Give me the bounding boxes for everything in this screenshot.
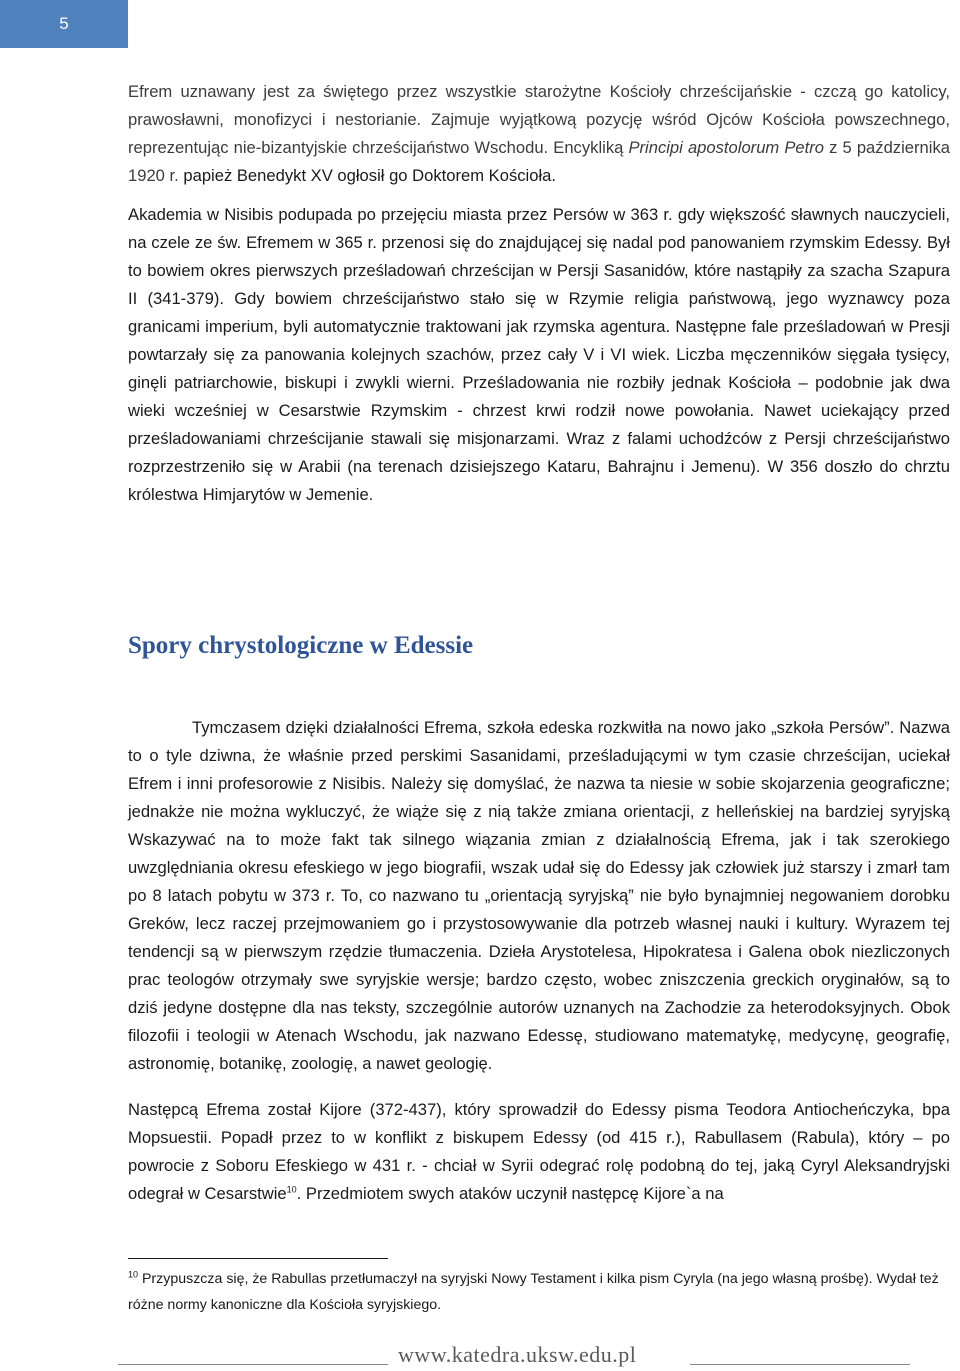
footnote-separator [128,1258,388,1259]
paragraph-kijore-end: . Przedmiotem swych ataków uczynił następcę Kijore`a na [296,1184,724,1203]
section-heading: Spory chrystologiczne w Edessie [128,632,474,659]
paragraph-efrem-text: Efrem uznawany jest za świętego przez wszystkie starożytne Kościoły chrześcijańskie - czczą go katolicy, prawosławni, monofizyci i nestorianie. Zajmuje wyjątkową pozycję wśród Ojców Kościoła powszechnego, reprezentując nie-bizantyjskie chrześcijaństwo Wschodu. Encykliką [128,82,950,157]
footnote-number: 10 [128,1269,139,1280]
paragraph-efrem-end: papież Benedykt XV ogłosił go Doktorem Kościoła. [178,166,556,185]
footnote [128,1266,950,1318]
encyclical-title: Principi apostolorum Petro [628,138,825,157]
paragraph-efrem [128,78,950,190]
paragraph-kijore-text: Następcą Efrema został Kijore (372-437), który sprowadził do Edessy pisma Teodora Antiocheńczyka, bpa Mopsuestii. Popadł przez to w konflikt z biskupem Edessy (od 415 r.), Rabullasem (Rabula), który – po powrocie z Soboru Efeskiego w 431 r. - chciał w Syrii odegrać rolę podobną do tej, jaką Cyryl Aleksandryjski odegrał w Cesarstwie [128,1100,950,1203]
paragraph-nisibis: Akademia w Nisibis podupada po przejęciu miasta przez Persów w 363 r. gdy większość sławnych nauczycieli, na czele ze św. Efremem w 365 r. przenosi się do znajdującej się nadal pod panowaniem rzymskim Edessy. Był to bowiem okres pierwszych prześladowań chrześcijan w Persji Sasanidów, które nastąpiły za szacha Szapura II (341-379). Gdy bowiem chrześcijaństwo stało się w Rzymie religia państwową, jego wyznawcy poza granicami imperium, byli automatycznie traktowani jak rzymska agentura. Następne fale prześladowań w Presji powtarzały się za panowania kolejnych szachów, przez cały V i VI wiek. Liczba męczenników sięgała tysięcy, ginęli patriarchowie, biskupi i zwykli wierni. Prześladowania nie rozbiły jednak Kościoła – podobnie jak dwa wieki wcześniej w Cesarstwie Rzymskim - chrzest krwi rodził nowe powołania. Nawet uciekający przed prześladowaniami chrześcijanie stawali się misjonarzami. Wraz z falami uchodźców z Persji chrześcijaństwo rozprzestrzeniło się w Arabii (na terenach dzisiejszego Kataru, Bahrajnu i Jemenu). W 356 doszło do chrztu królestwa Himjarytów w Jemenie. [128,205,950,504]
encyclical-date: z 5 października 1920 r. [128,138,950,185]
section-2 [128,714,950,1208]
footnote-ref[interactable]: 10 [286,1184,297,1195]
paragraph-school-of-persians: Tymczasem dzięki działalności Efrema, szkoła edeska rozkwitła na nowo jako „szkoła Persów”. Nazwa to o tyle dziwna, że właśnie przed perskimi Sasanidami, prześladującymi w tym czasie chrześcijan, uciekał Efrem i inni profesorowie z Nisibis. Należy się domyślać, że nazwa ta niesie w sobie skojarzenia geograficzne; jednakże nie można wykluczyć, że wiąże się z nią także zmiana orientacji, z helleńskiej na bardziej syryjską Wskazywać na to może fakt tak silnego wiązania zmian z działalnością Efrema, jak i tak szerokiego uwzględniania okresu efeskiego w jego biografii, wszak udał się do Edessy jak człowiek już starszy i zmarł tam po 8 latach pobytu w 373 r. To, co nazwano tu „orientacją syryjską” nie było bynajmniej negowaniem dorobku Greków, lecz raczej przejmowaniem go i przystosowywanie dla potrzeb własnej nauki i kultury. Wyrazem tej tendencji są w pierwszym rzędzie tłumaczenia. Dzieła Arystotelesa, Hipokratesa i Galena obok niezliczonych prac teologów otrzymały swe syryjskie wersje; bardzo często, wobec zniszczenia greckich oryginałów, są to dziś jedyne dostępne dla nas teksty, szczególnie autorów uznanych na Zachodzie za heterodoksyjnych. Obok filozofii i teologii w Atenach Wschodu, jak nazwano Edessę, studiowano matematykę, medycynę, geografię, astronomię, botanikę, zoologię, a nawet geologię. [128,718,950,1073]
footer-rule-left [118,1364,388,1365]
page-number: 5 [59,14,69,33]
footer-rule-right [690,1364,910,1365]
footer-url[interactable]: www.katedra.uksw.edu.pl [398,1342,637,1367]
footnote-text: Przypuszcza się, że Rabullas przetłumaczył na syryjski Nowy Testament i kilka pism Cyryla (na jego własną prośbę). Wydał też różne normy kanoniczne dla Kościoła syryjskiego. [128,1271,939,1313]
paragraph-kijore [128,1096,950,1208]
page-number-tab [0,0,128,48]
section-1 [128,78,950,509]
